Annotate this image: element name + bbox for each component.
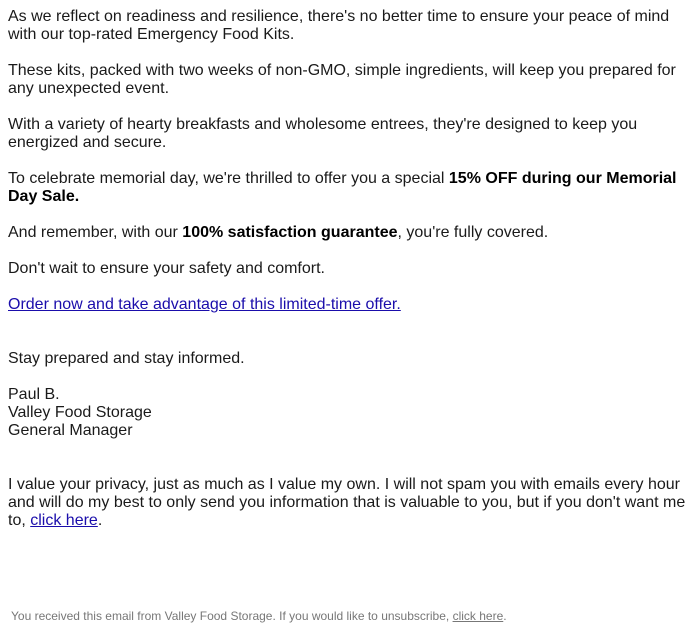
intro-paragraph: As we reflect on readiness and resilience, there's no better time to ensure your peace of mind with our top-rated Emergency Food Kits. — [8, 8, 670, 43]
kits-paragraph: These kits, packed with two weeks of non-GMO, simple ingredients, will keep you prepared for any unexpected event. — [8, 62, 676, 97]
offer-text: To celebrate memorial day, we're thrilled to offer you a special — [8, 170, 449, 187]
privacy-text: I value your privacy, just as much as I value my own. I will not spam you with emails every hour and will do my best to only send you information that is valuable to you, but if you don't want me to, — [8, 476, 686, 529]
order-paragraph — [8, 296, 692, 314]
privacy-unsubscribe-link[interactable]: click here — [30, 512, 98, 529]
order-now-link[interactable]: Order now and take advantage of this limited-time offer. — [8, 296, 401, 313]
guarantee-paragraph — [8, 224, 692, 242]
signature-name: Paul B. — [8, 386, 60, 403]
offer-highlight: 15% OFF during our Memorial Day Sale. — [8, 170, 677, 205]
privacy-end: . — [97, 512, 103, 529]
guarantee-highlight: 100% satisfaction guarantee — [182, 224, 398, 241]
privacy-paragraph — [8, 476, 692, 530]
footer-text: You received this email from Valley Food Storage. If you would like to unsubscribe, — [11, 609, 453, 623]
email-footer — [11, 609, 507, 623]
dont-wait-paragraph: Don't wait to ensure your safety and comfort. — [8, 260, 325, 277]
offer-paragraph — [8, 170, 692, 206]
signature — [8, 386, 692, 440]
guarantee-suffix: , you're fully covered. — [397, 224, 549, 241]
signature-title: General Manager — [8, 422, 133, 439]
variety-paragraph: With a variety of hearty breakfasts and wholesome entrees, they're designed to keep you energized and secure. — [8, 116, 638, 151]
footer-end: . — [503, 609, 507, 623]
guarantee-prefix: And remember, with our — [8, 224, 183, 241]
footer-unsubscribe-link[interactable]: click here — [452, 609, 504, 623]
signature-company: Valley Food Storage — [8, 404, 152, 421]
stay-prepared-paragraph: Stay prepared and stay informed. — [8, 350, 245, 367]
